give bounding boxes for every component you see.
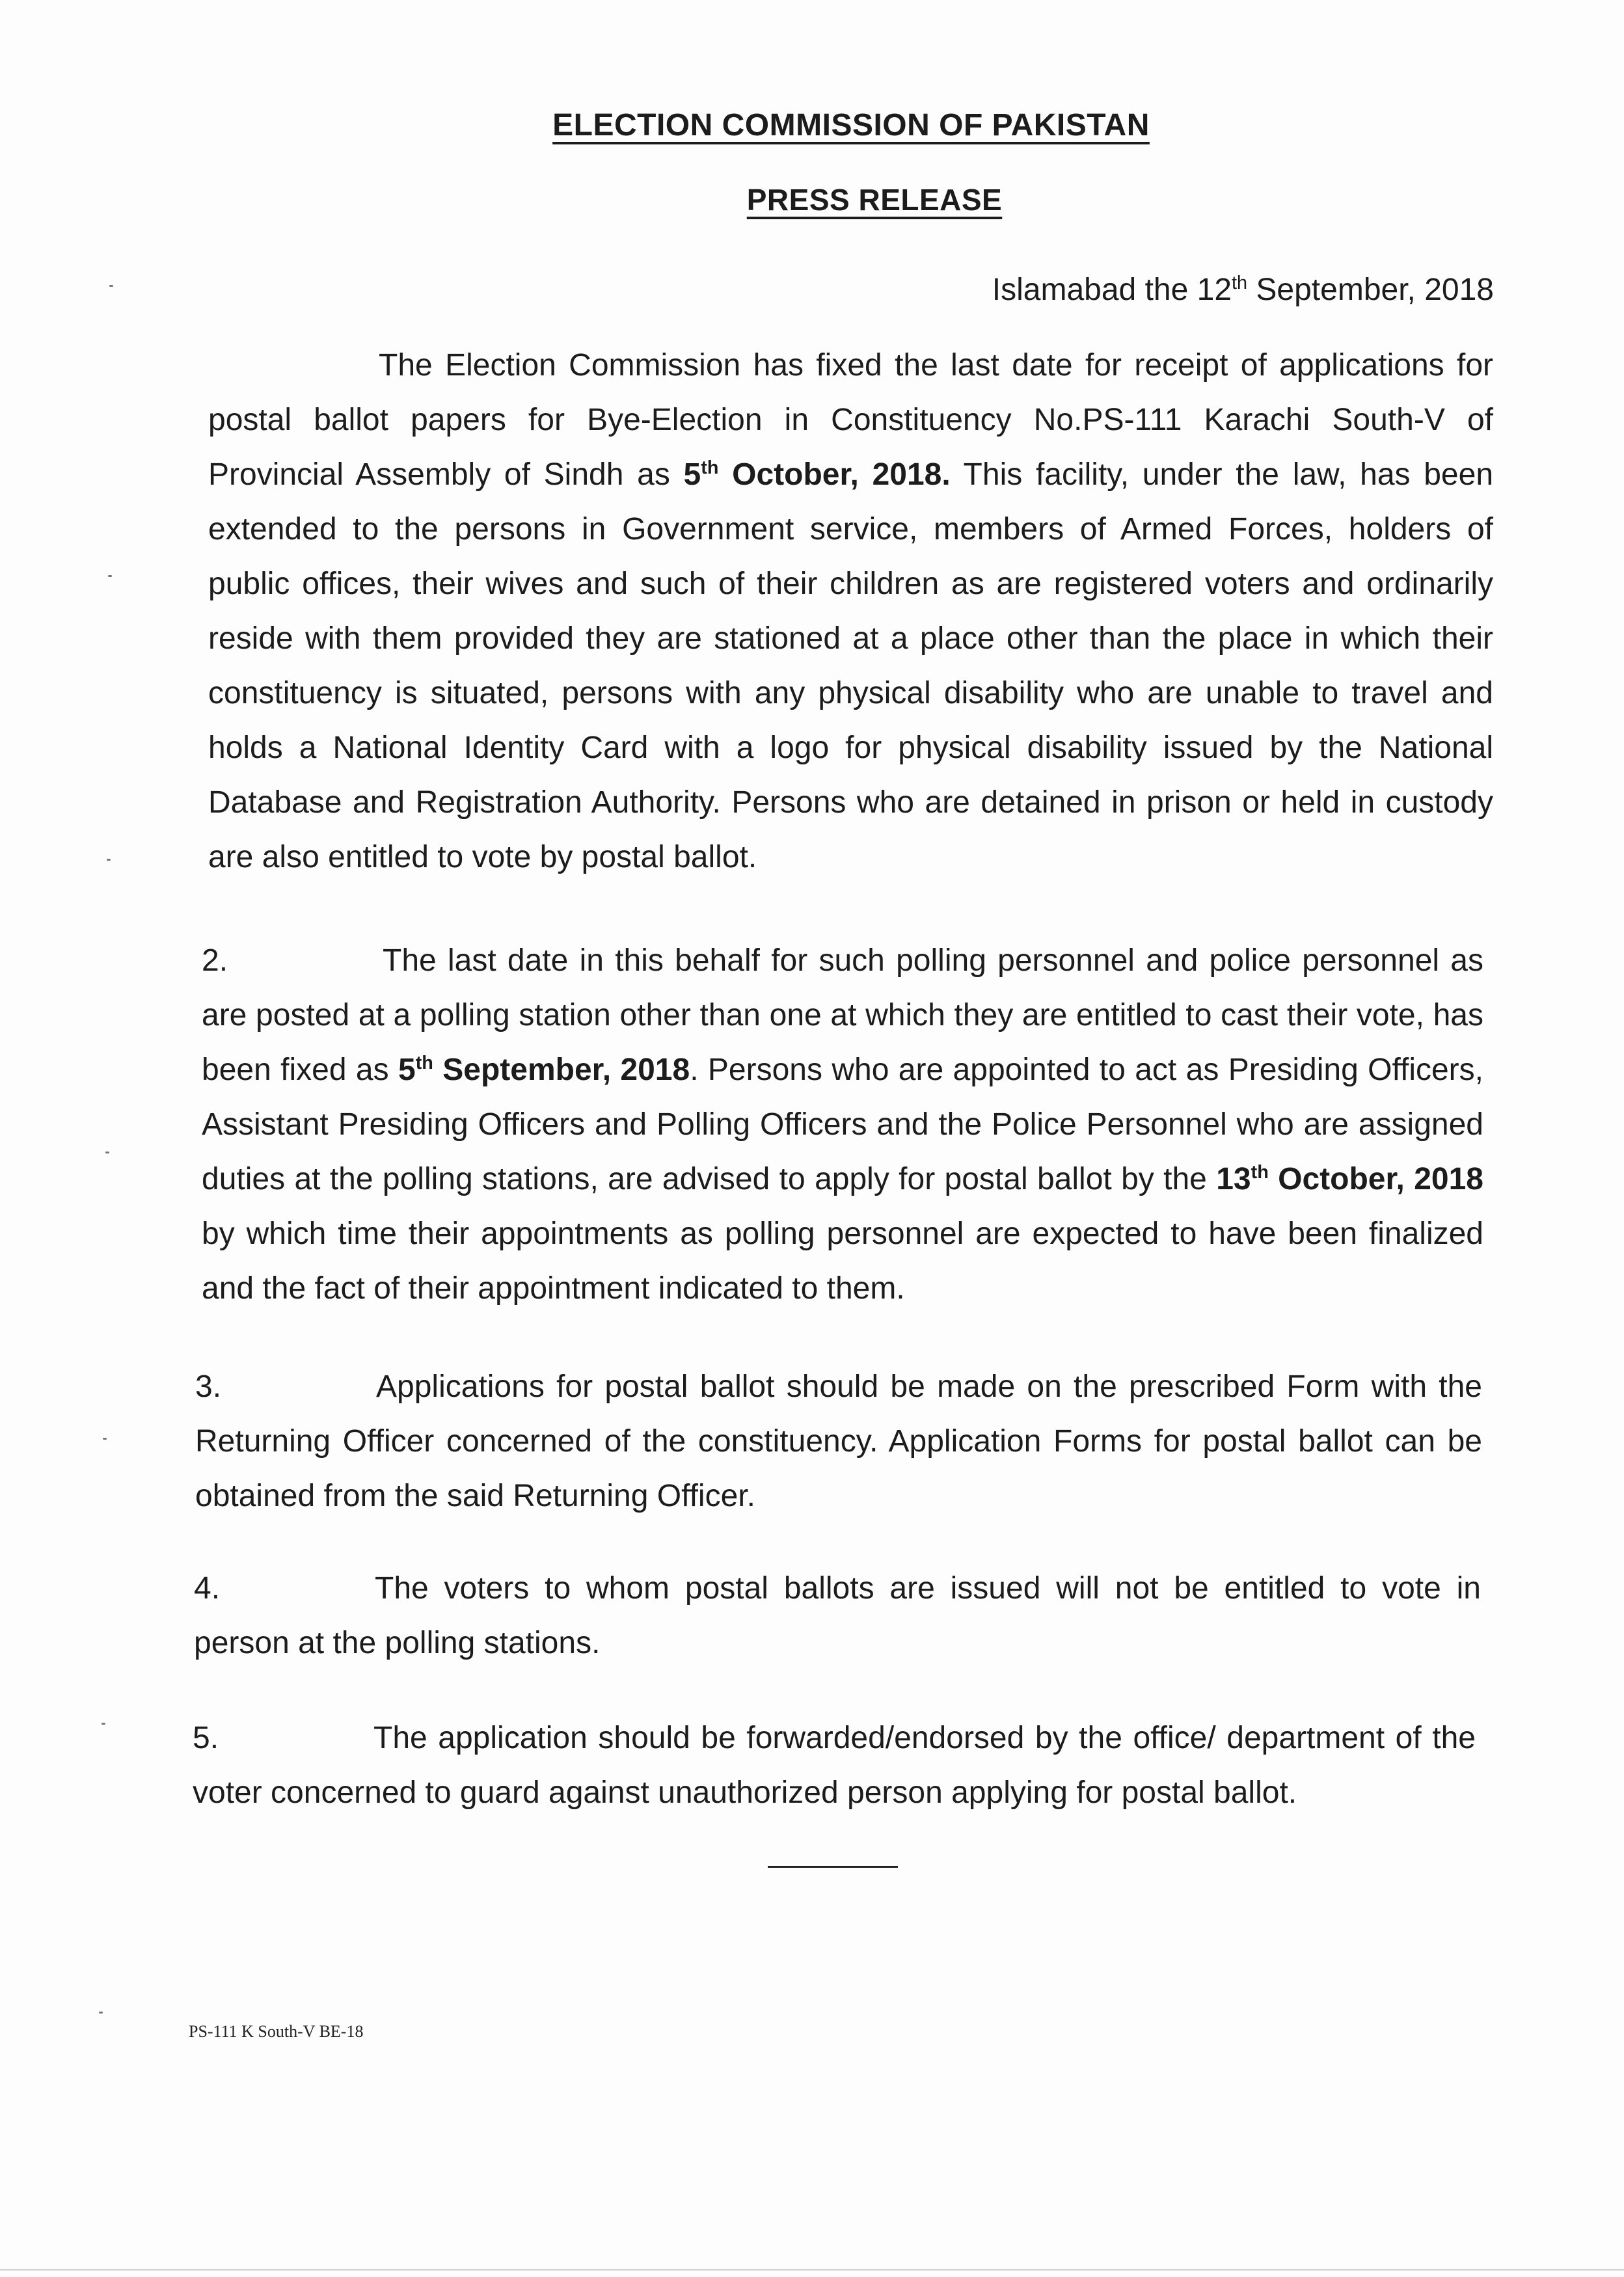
dateline-prefix: Islamabad the 12	[992, 273, 1232, 307]
scan-speck	[108, 575, 112, 577]
paragraph-1	[208, 338, 1493, 885]
deadline-day: 5	[683, 457, 701, 492]
deadline-ordinal: th	[415, 1053, 433, 1073]
paragraph-3-text: Applications for postal ballot should be made on the prescribed Form with the Returning Officer concerned of the constituency. Application Forms for postal ballot can be obtained from the said Returning Officer.	[195, 1369, 1482, 1513]
deadline-day: 13	[1216, 1162, 1251, 1196]
scan-speck	[99, 2012, 103, 2014]
paragraph-1-deadline	[684, 457, 951, 492]
scan-speck	[103, 1438, 107, 1440]
paragraph-2-text-a: The last date in this behalf for such polling personnel and police personnel as are posted at a polling station other than one at which they are entitled to cast their vote, has been fixed as	[202, 943, 1483, 1087]
deadline-month-year: October, 2018	[1268, 1162, 1484, 1196]
paragraph-2-text-c: by which time their appointments as polling personnel are expected to have been finalized and the fact of their appointment indicated to them.	[202, 1217, 1483, 1306]
deadline-ordinal: th	[701, 457, 719, 478]
paragraph-number: 4.	[194, 1571, 221, 1606]
press-release-heading: PRESS RELEASE	[746, 183, 1003, 217]
paragraph-2-deadline-a	[398, 1053, 690, 1087]
paragraph-5	[193, 1711, 1476, 1820]
paragraph-2-text-b: . Persons who are appointed to act as Presiding Officers, Assistant Presiding Officers and Polling Officers and the Police Personnel who are assigned duties at the polling stations, are advised to apply for postal ballot by the	[202, 1053, 1483, 1196]
reference-code: PS-111 K South-V BE-18	[189, 2022, 364, 2041]
scan-bottom-edge	[0, 2269, 1624, 2270]
paragraph-1-text-a: The Election Commission has fixed the last date for receipt of applications for postal ballot papers for Bye-Election in Constituency No.PS-111 Karachi South-V of Provincial Assembly of Sindh as	[208, 348, 1493, 492]
paragraph-4	[194, 1561, 1481, 1671]
deadline-day: 5	[398, 1053, 416, 1087]
paragraph-2-deadline-b	[1216, 1162, 1483, 1196]
scan-speck	[105, 1152, 109, 1153]
scan-speck	[107, 859, 111, 861]
dateline	[992, 272, 1494, 308]
deadline-month-year: October, 2018.	[718, 457, 951, 492]
paragraph-2	[202, 934, 1483, 1316]
organization-heading: ELECTION COMMISSION OF PAKISTAN	[552, 108, 1150, 142]
scan-speck	[109, 285, 113, 287]
dateline-ordinal: th	[1232, 273, 1248, 293]
paragraph-4-text: The voters to whom postal ballots are issued will not be entitled to vote in person at the polling stations.	[194, 1571, 1481, 1660]
paragraph-1-text-b: This facility, under the law, has been extended to the persons in Government service, members of Armed Forces, holders of public offices, their wives and such of their children as are registered voters and ordinarily reside with them provided they are stationed at a place other than the place in which their constituency is situated, persons with any physical disability who are unable to travel and holds a National Identity Card with a logo for physical disability issued by the National Database and Registration Authority. Persons who are detained in prison or held in custody are also entitled to vote by postal ballot.	[208, 457, 1494, 874]
end-of-document-rule	[768, 1866, 898, 1868]
paragraph-5-text: The application should be forwarded/endorsed by the office/ department of the voter concerned to guard against unauthorized person applying for postal ballot.	[193, 1721, 1476, 1810]
deadline-ordinal: th	[1251, 1162, 1269, 1183]
paragraph-3	[195, 1360, 1482, 1524]
paragraph-number: 5.	[193, 1721, 219, 1755]
scan-speck	[102, 1723, 105, 1725]
dateline-suffix: September, 2018	[1247, 273, 1494, 307]
paragraph-number: 2.	[202, 943, 228, 978]
paragraph-number: 3.	[195, 1369, 222, 1404]
deadline-month-year: September, 2018	[433, 1053, 690, 1087]
